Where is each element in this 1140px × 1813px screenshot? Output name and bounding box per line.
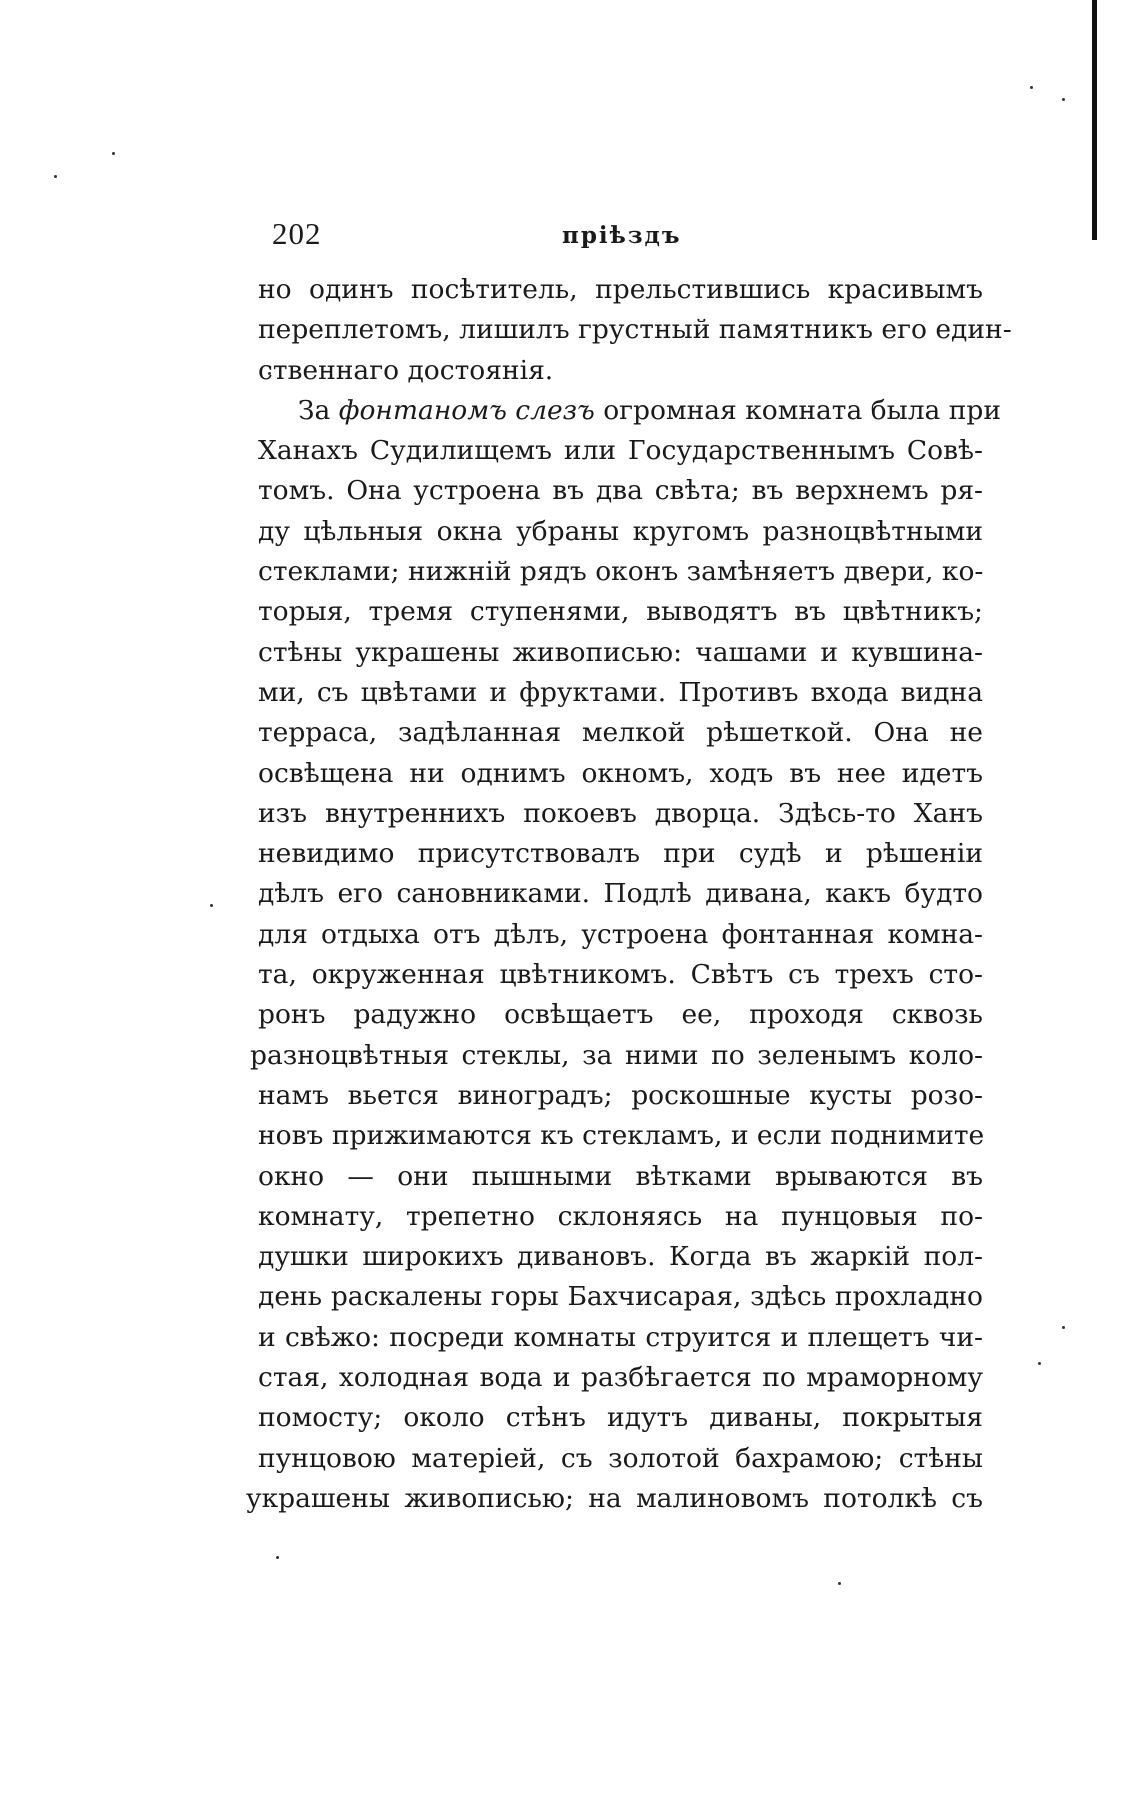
text-line: ми, съ цвѣтами и фруктами. Противъ входа видна (258, 676, 983, 708)
text-line: душки широкихъ дивановъ. Когда въ жаркій пол- (258, 1241, 983, 1273)
page-number: 202 (272, 216, 322, 251)
text-line: стѣны украшены живописью: чашами и кувшина- (258, 636, 983, 668)
text-line: терраса, задѣланная мелкой рѣшеткой. Она не (258, 717, 983, 749)
page-header (272, 216, 972, 256)
text-line: но одинъ посѣтитель, прельстившись красивымъ (258, 274, 983, 305)
text-line: комнату, трепетно склоняясь на пунцовыя по- (258, 1200, 983, 1232)
text-line: помосту; около стѣнъ идутъ диваны, покрытыя (258, 1402, 983, 1434)
text-line: та, окруженная цвѣтникомъ. Свѣтъ съ трехъ сто- (258, 959, 983, 991)
text-line: ственнаго достоянія. (258, 354, 554, 386)
text-line: ронъ радужно освѣщаетъ ее, проходя сквозь (258, 999, 983, 1031)
text-line: торыя, тремя ступенями, выводятъ въ цвѣтникъ; (258, 596, 983, 628)
text-line: томъ. Она устроена въ два свѣта; въ верхнемъ ря- (258, 475, 983, 507)
running-head: пріѣздъ (562, 222, 682, 249)
page-edge-rule (1092, 0, 1097, 240)
text-line: стеклами; нижній рядъ оконъ замѣняетъ двери, ко- (258, 556, 984, 588)
text-line: невидимо присутствовалъ при судѣ и рѣшеніи (258, 838, 983, 870)
text-line: для отдыха отъ дѣлъ, устроена фонтанная комна- (258, 918, 983, 950)
text-line: намъ вьется виноградъ; роскошные кусты розо- (258, 1079, 983, 1111)
text-line: Ханахъ Судилищемъ или Государственнымъ Совѣ- (258, 435, 983, 467)
text-line: пунцовою матеріей, съ золотой бахрамою; стѣны (258, 1442, 983, 1474)
text-line: разноцвѣтныя стеклы, за ними по зеленымъ коло- (250, 1039, 983, 1071)
text-line: изъ внутреннихъ покоевъ дворца. Здѣсь-то Ханъ (258, 797, 983, 829)
text-line: переплетомъ, лишилъ грустный памятникъ его един- (258, 314, 1012, 346)
text-line-paragraph-start (258, 391, 1002, 431)
text-line: окно — они пышными вѣтками врываются въ (258, 1160, 983, 1192)
text-run: огромная комната была при (594, 394, 1002, 426)
body-text (246, 270, 1012, 1519)
text-line: ду цѣльныя окна убраны кругомъ разноцвѣтными (258, 515, 983, 547)
text-line: и свѣжо: посреди комнаты струится и плещетъ чи- (258, 1321, 983, 1353)
text-line: день раскалены горы Бахчисарая, здѣсь прохладно (258, 1281, 983, 1313)
text-line: стая, холодная вода и разбѣгается по мраморному (258, 1362, 983, 1394)
text-line: освѣщена ни однимъ окномъ, ходъ въ нее идетъ (258, 757, 983, 789)
text-line: дѣлъ его сановниками. Подлѣ дивана, какъ будто (258, 878, 983, 910)
italic-phrase: фонтаномъ слезъ (338, 394, 595, 426)
text-line: украшены живописью; на малиновомъ потолкѣ съ (246, 1482, 983, 1514)
text-run: За (298, 394, 339, 426)
text-line: новъ прижимаются къ стекламъ, и если поднимите (258, 1120, 985, 1152)
